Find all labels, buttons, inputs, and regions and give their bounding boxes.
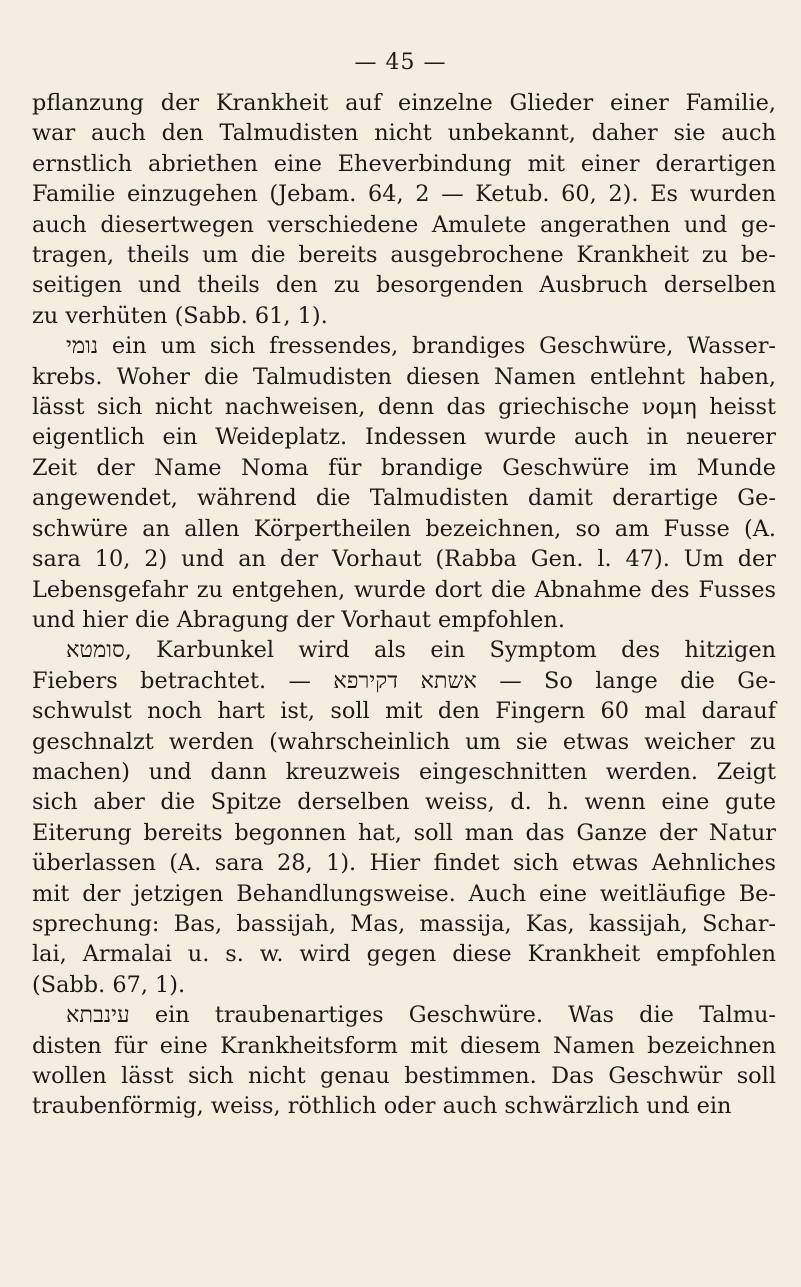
text-line: war auch den Talmudisten nicht unbekannt, daher sie auch (32, 120, 776, 147)
text-line: tragen, theils um die bereits ausgebrochene Krankheit zu be- (32, 242, 776, 269)
text-line: סומטא, Karbunkel wird als ein Symptom des hitzigen (66, 637, 776, 664)
text-line: lai, Armalai u. s. w. wird gegen diese Krankheit empfohlen (32, 941, 776, 968)
text-line: mit der jetzigen Behandlungsweise. Auch eine weitläufige Be- (32, 880, 776, 907)
text-line: pflanzung der Krankheit auf einzelne Glieder einer Familie, (32, 90, 776, 116)
text-line: disten für eine Krankheitsform mit diesem Namen bezeichnen (32, 1032, 776, 1059)
text-line: sich aber die Spitze derselben weiss, d. h. wenn eine gute (32, 789, 776, 816)
text-line: Zeit der Name Noma für brandige Geschwüre im Munde (32, 454, 776, 481)
text-line: Familie einzugehen (Jebam. 64, 2 — Ketub. 60, 2). Es wurden (32, 181, 776, 208)
text-line: נומי ein um sich fressendes, brandiges Geschwüre, Wasser- (66, 333, 776, 360)
text-line: geschnalzt werden (wahrscheinlich um sie etwas weicher zu (32, 728, 776, 755)
text-line: schwulst noch hart ist, soll mit den Fingern 60 mal darauf (32, 698, 776, 725)
text-line: (Sabb. 67, 1). (32, 971, 186, 998)
text-line: Fiebers betrachtet. — אשתא דקירפא — So lange die Ge- (32, 667, 776, 694)
text-line: traubenförmig, weiss, röthlich oder auch schwärzlich und ein (32, 1093, 732, 1120)
text-line: zu verhüten (Sabb. 61, 1). (32, 302, 328, 329)
text-line: Eiterung bereits begonnen hat, soll man das Ganze der Natur (32, 819, 776, 846)
text-line: wollen lässt sich nicht genau bestimmen. Das Geschwür soll (32, 1063, 776, 1089)
text-line: krebs. Woher die Talmudisten diesen Namen entlehnt haben, (32, 363, 776, 390)
text-line: eigentlich ein Weideplatz. Indessen wurde auch in neuerer (32, 424, 776, 451)
text-line: auch diesertwegen verschiedene Amulete angerathen und ge- (32, 211, 776, 238)
text-line: seitigen und theils den zu besorgenden Ausbruch derselben (32, 272, 776, 299)
text-line: angewendet, während die Talmudisten damit derartige Ge- (32, 485, 776, 512)
text-line: עינבתא ein traubenartiges Geschwüre. Was die Talmu- (66, 1002, 776, 1029)
text-line: ernstlich abriethen eine Eheverbindung mit einer derartigen (32, 150, 776, 177)
text-line: sprechung: Bas, bassijah, Mas, massija, Kas, kassijah, Schar- (32, 910, 776, 937)
text-line: machen) und dann kreuzweis eingeschnitten werden. Zeigt (32, 758, 776, 785)
text-line: schwüre an allen Körpertheilen bezeichnen, so am Fusse (A. (32, 515, 776, 542)
text-line: sara 10, 2) und an der Vorhaut (Rabba Gen. l. 47). Um der (32, 546, 776, 573)
text-line: und hier die Abragung der Vorhaut empfohlen. (32, 606, 565, 633)
text-line: überlassen (A. sara 28, 1). Hier findet sich etwas Aehnliches (32, 850, 776, 877)
page-number: — 45 — (354, 50, 447, 75)
text-line: lässt sich nicht nachweisen, denn das griechische νομη heisst (32, 394, 776, 421)
text-line: Lebensgefahr zu entgehen, wurde dort die Abnahme des Fusses (32, 576, 776, 603)
body-text (32, 88, 776, 1122)
